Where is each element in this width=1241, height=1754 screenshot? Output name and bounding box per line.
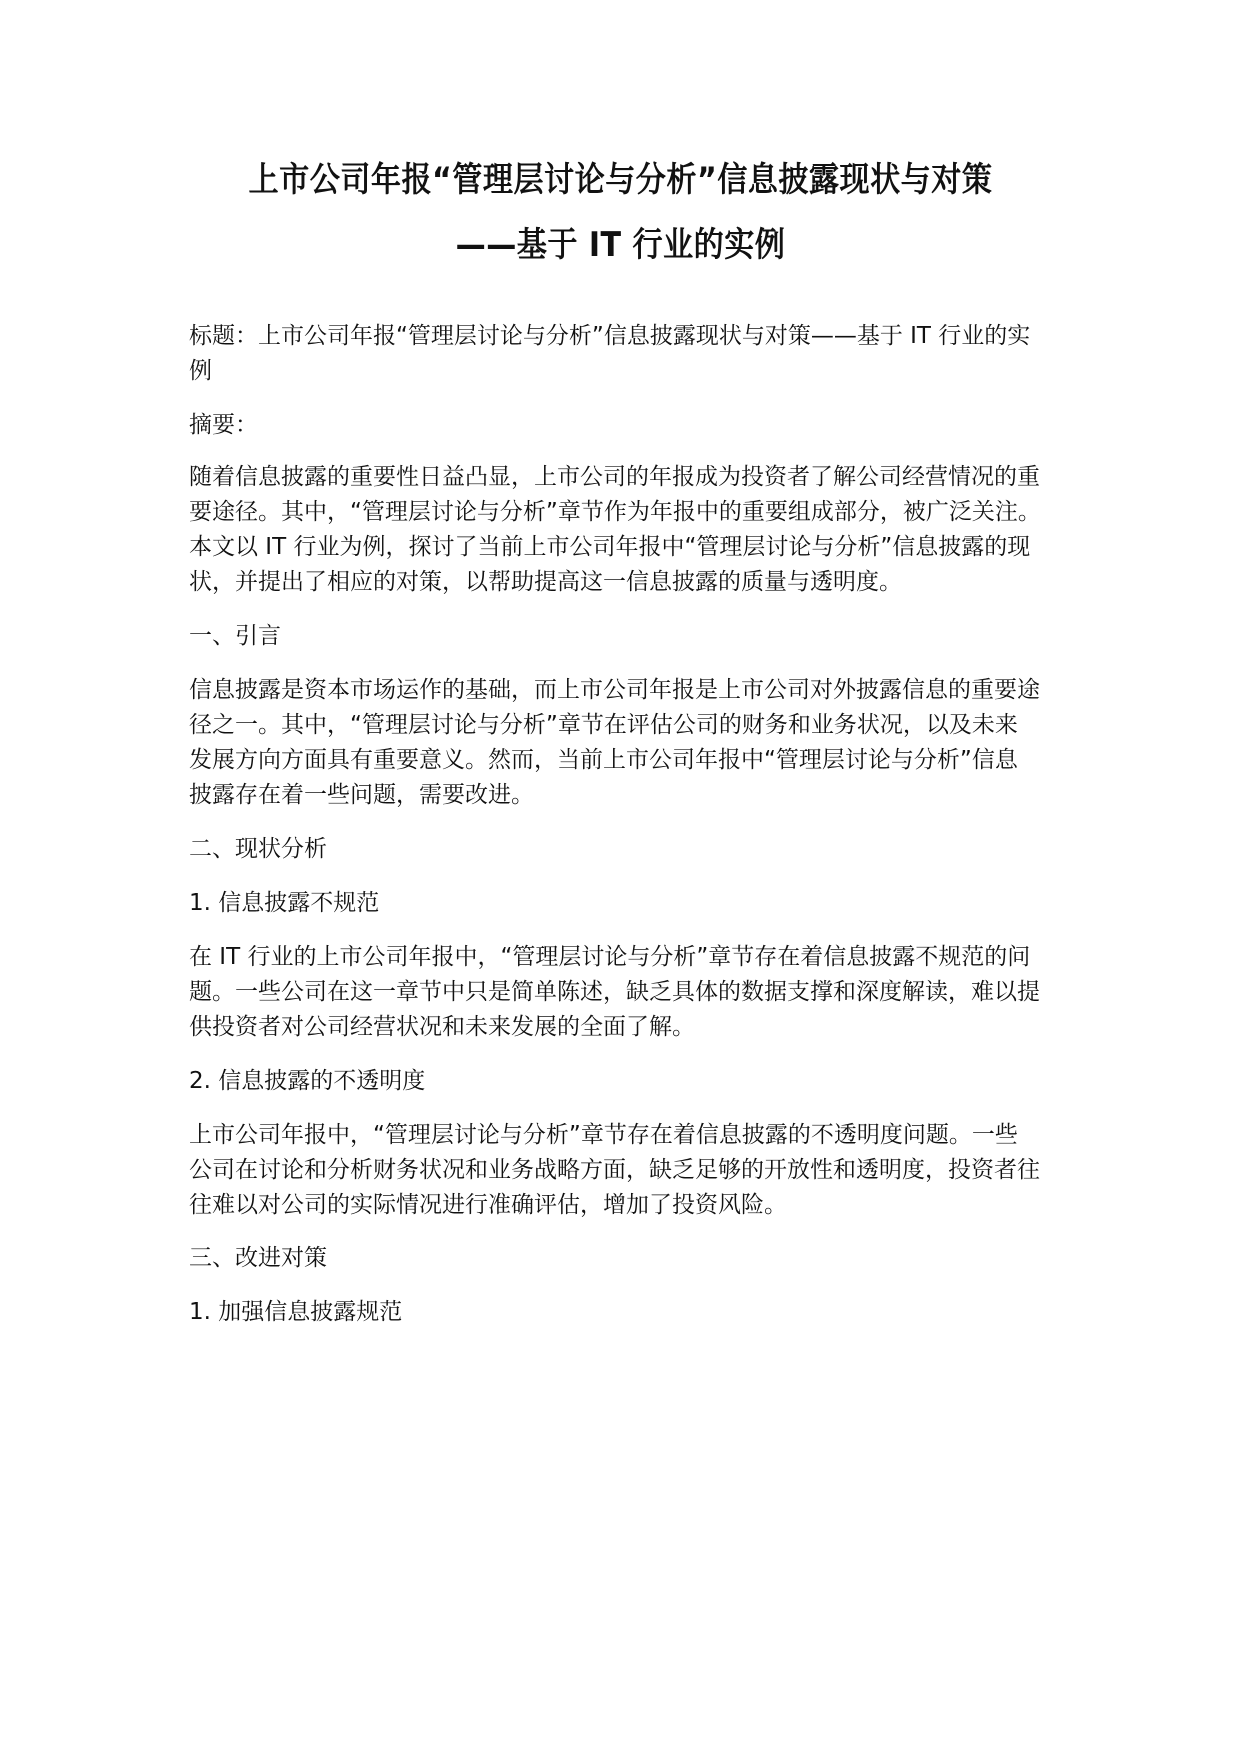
abstract-paragraph-line: 随着信息披露的重要性日益凸显，上市公司的年报成为投资者了解公司经营情况的重 — [189, 464, 1040, 490]
abstract-paragraph-line: 状，并提出了相应的对策，以帮助提高这一信息披露的质量与透明度。 — [189, 569, 902, 595]
abstract-paragraph-line: 本文以 IT 行业为例，探讨了当前上市公司年报中“管理层讨论与分析”信息披露的现 — [189, 534, 1031, 560]
introduction-paragraph-line: 披露存在着一些问题，需要改进。 — [189, 782, 534, 808]
title-label-line-2: 例 — [189, 358, 212, 384]
subsection-heading-strengthen-disclosure: 1. 加强信息披露规范 — [189, 1299, 403, 1325]
opacity-paragraph-line: 上市公司年报中，“管理层讨论与分析”章节存在着信息披露的不透明度问题。一些 — [189, 1122, 1018, 1148]
section-heading-countermeasures: 三、改进对策 — [189, 1245, 327, 1271]
nonstandard-disclosure-paragraph-line: 供投资者对公司经营状况和未来发展的全面了解。 — [189, 1014, 695, 1040]
introduction-paragraph-line: 径之一。其中，“管理层讨论与分析”章节在评估公司的财务和业务状况，以及未来 — [189, 712, 1018, 738]
nonstandard-disclosure-paragraph-line: 在 IT 行业的上市公司年报中，“管理层讨论与分析”章节存在着信息披露不规范的问 — [189, 944, 1031, 970]
section-heading-current-analysis: 二、现状分析 — [189, 836, 327, 862]
opacity-paragraph-line: 往难以对公司的实际情况进行准确评估，增加了投资风险。 — [189, 1192, 787, 1218]
abstract-paragraph-line: 要途径。其中，“管理层讨论与分析”章节作为年报中的重要组成部分，被广泛关注。 — [189, 499, 1041, 525]
title-label-line-1: 标题：上市公司年报“管理层讨论与分析”信息披露现状与对策——基于 IT 行业的实 — [189, 323, 1031, 349]
section-heading-introduction: 一、引言 — [189, 623, 281, 649]
introduction-paragraph-line: 发展方向方面具有重要意义。然而，当前上市公司年报中“管理层讨论与分析”信息 — [189, 747, 1018, 773]
opacity-paragraph-line: 公司在讨论和分析财务状况和业务战略方面，缺乏足够的开放性和透明度，投资者往 — [189, 1157, 1040, 1183]
subsection-heading-opacity: 2. 信息披露的不透明度 — [189, 1068, 426, 1094]
subsection-heading-nonstandard-disclosure: 1. 信息披露不规范 — [189, 890, 380, 916]
document-title-line-1: 上市公司年报“管理层讨论与分析”信息披露现状与对策 — [248, 160, 993, 200]
introduction-paragraph-line: 信息披露是资本市场运作的基础，而上市公司年报是上市公司对外披露信息的重要途 — [189, 677, 1040, 703]
document-title-line-2: ——基于 IT 行业的实例 — [455, 225, 786, 265]
nonstandard-disclosure-paragraph-line: 题。一些公司在这一章节中只是简单陈述，缺乏具体的数据支撑和深度解读，难以提 — [189, 979, 1040, 1005]
abstract-heading: 摘要： — [189, 412, 258, 438]
